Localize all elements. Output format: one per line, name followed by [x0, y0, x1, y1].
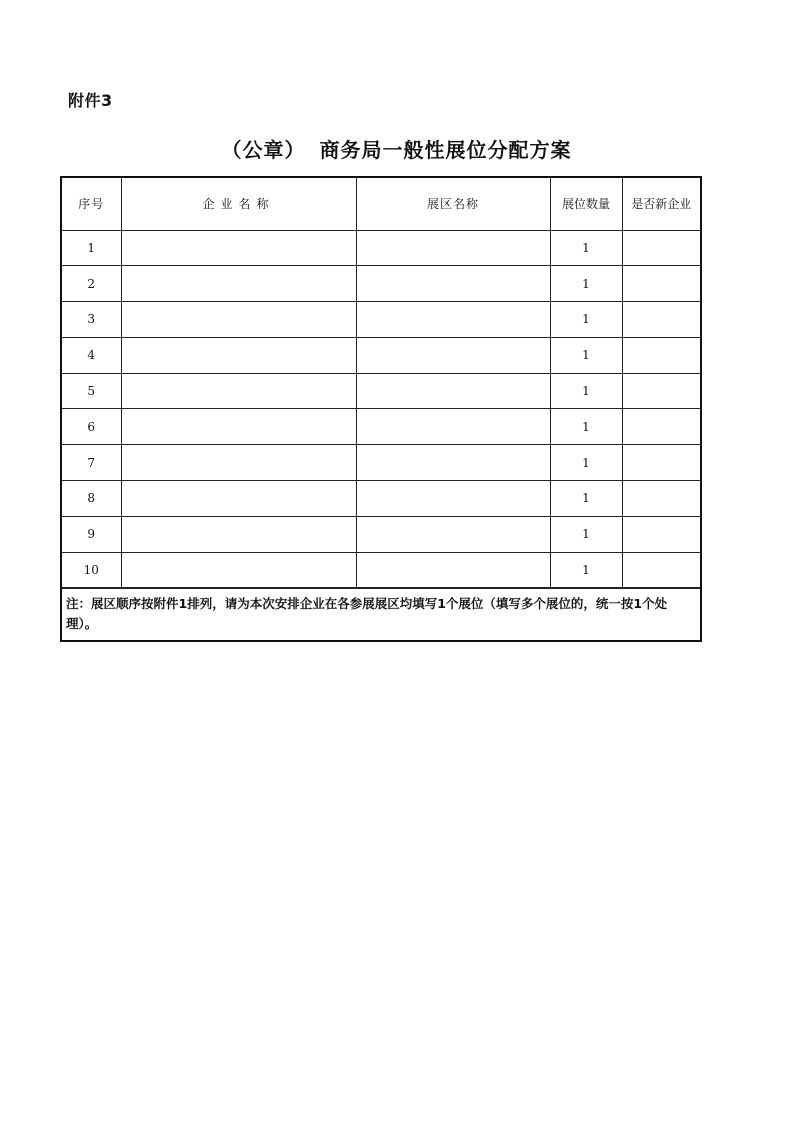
- table-row: [62, 516, 700, 552]
- row-index-cell: 3: [62, 302, 121, 338]
- table-row: [62, 230, 700, 266]
- company-name-cell[interactable]: [121, 373, 356, 409]
- allocation-table-container: [60, 176, 702, 642]
- table-row: [62, 481, 700, 517]
- is-new-company-cell[interactable]: [622, 337, 700, 373]
- company-name-cell[interactable]: [121, 481, 356, 517]
- is-new-company-cell[interactable]: [622, 230, 700, 266]
- row-index-cell: 10: [62, 552, 121, 588]
- table-row: [62, 266, 700, 302]
- area-name-cell[interactable]: [356, 373, 550, 409]
- row-index-cell: 6: [62, 409, 121, 445]
- company-name-cell[interactable]: [121, 516, 356, 552]
- booth-count-cell: 1: [550, 481, 622, 517]
- table-header-row: [62, 178, 700, 230]
- area-name-cell[interactable]: [356, 409, 550, 445]
- booth-count-cell: 1: [550, 373, 622, 409]
- table-row: [62, 409, 700, 445]
- official-seal-placeholder: （公章）: [221, 138, 306, 162]
- area-name-cell[interactable]: [356, 481, 550, 517]
- header-is-new-company: 是否新企业: [622, 178, 700, 230]
- table-body: [62, 230, 700, 588]
- booth-count-cell: 1: [550, 337, 622, 373]
- company-name-cell[interactable]: [121, 409, 356, 445]
- header-index: 序号: [62, 178, 121, 230]
- area-name-cell[interactable]: [356, 516, 550, 552]
- is-new-company-cell[interactable]: [622, 516, 700, 552]
- area-name-cell[interactable]: [356, 337, 550, 373]
- company-name-cell[interactable]: [121, 552, 356, 588]
- is-new-company-cell[interactable]: [622, 302, 700, 338]
- table-row: [62, 373, 700, 409]
- area-name-cell[interactable]: [356, 266, 550, 302]
- company-name-cell[interactable]: [121, 230, 356, 266]
- booth-count-cell: 1: [550, 516, 622, 552]
- table-row: [62, 337, 700, 373]
- row-index-cell: 7: [62, 445, 121, 481]
- booth-count-cell: 1: [550, 266, 622, 302]
- attachment-label: 附件3: [68, 91, 113, 110]
- is-new-company-cell[interactable]: [622, 481, 700, 517]
- row-index-cell: 5: [62, 373, 121, 409]
- company-name-cell[interactable]: [121, 302, 356, 338]
- is-new-company-cell[interactable]: [622, 445, 700, 481]
- is-new-company-cell[interactable]: [622, 552, 700, 588]
- row-index-cell: 1: [62, 230, 121, 266]
- table-note: 注：展区顺序按附件1排列，请为本次安排企业在各参展展区均填写1个展位（填写多个展位的，统一按1个处理）。: [62, 588, 700, 640]
- row-index-cell: 8: [62, 481, 121, 517]
- booth-count-cell: 1: [550, 409, 622, 445]
- area-name-cell[interactable]: [356, 552, 550, 588]
- header-area-name: 展区名称: [356, 178, 550, 230]
- title-text: 商务局一般性展位分配方案: [319, 138, 572, 162]
- row-index-cell: 9: [62, 516, 121, 552]
- header-booth-count: 展位数量: [550, 178, 622, 230]
- area-name-cell[interactable]: [356, 302, 550, 338]
- booth-count-cell: 1: [550, 230, 622, 266]
- is-new-company-cell[interactable]: [622, 409, 700, 445]
- allocation-table: [62, 178, 700, 588]
- table-row: [62, 445, 700, 481]
- booth-count-cell: 1: [550, 552, 622, 588]
- is-new-company-cell[interactable]: [622, 266, 700, 302]
- table-row: [62, 302, 700, 338]
- document-title: [0, 134, 793, 163]
- booth-count-cell: 1: [550, 302, 622, 338]
- header-company-name: 企业名称: [121, 178, 356, 230]
- area-name-cell[interactable]: [356, 230, 550, 266]
- table-row: [62, 552, 700, 588]
- is-new-company-cell[interactable]: [622, 373, 700, 409]
- row-index-cell: 2: [62, 266, 121, 302]
- row-index-cell: 4: [62, 337, 121, 373]
- company-name-cell[interactable]: [121, 337, 356, 373]
- booth-count-cell: 1: [550, 445, 622, 481]
- company-name-cell[interactable]: [121, 445, 356, 481]
- company-name-cell[interactable]: [121, 266, 356, 302]
- area-name-cell[interactable]: [356, 445, 550, 481]
